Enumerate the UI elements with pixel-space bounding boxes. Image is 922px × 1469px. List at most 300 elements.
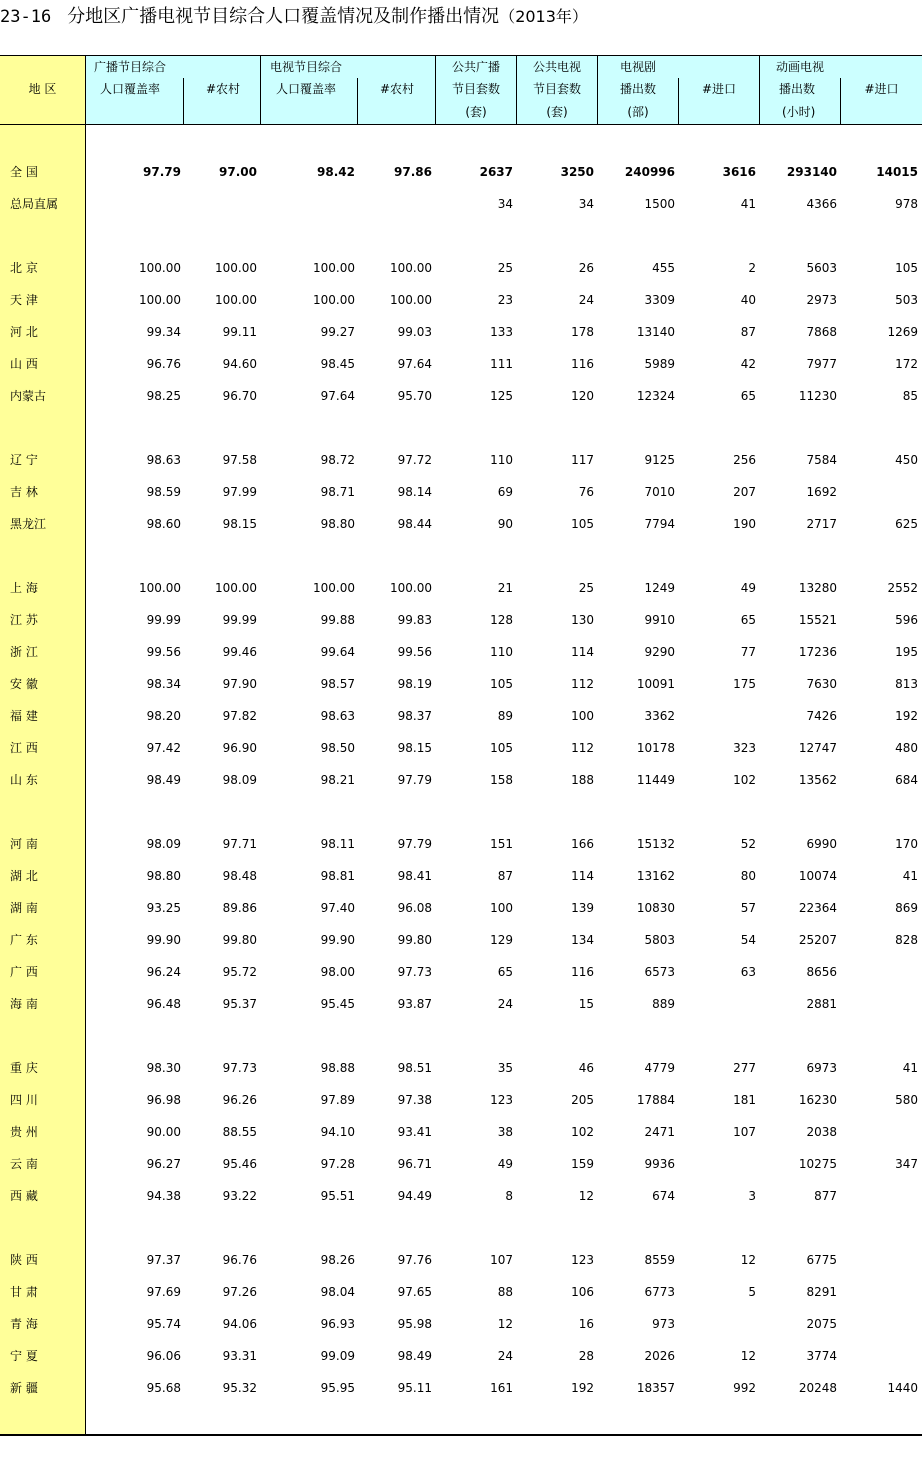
region-name: 天 津: [10, 293, 38, 307]
table-bottom-border: [0, 1434, 922, 1436]
table-row: [0, 1123, 922, 1141]
header-animation-2: 播出数: [779, 82, 816, 96]
cell-drama-import: 49: [740, 581, 756, 595]
cell-radio-coverage: 98.20: [146, 709, 181, 723]
cell-drama-count: 17884: [636, 1093, 675, 1107]
cell-public-tv-sets: 24: [578, 293, 594, 307]
cell-animation-hours: 8291: [806, 1285, 837, 1299]
cell-public-radio-sets: 90: [497, 517, 513, 531]
cell-public-tv-sets: 3250: [560, 165, 594, 179]
cell-animation-hours: 2717: [806, 517, 837, 531]
table-row: [0, 1251, 922, 1269]
cell-radio-coverage: 98.80: [146, 869, 181, 883]
cell-tv-coverage: 99.90: [320, 933, 355, 947]
cell-drama-import: 65: [740, 613, 756, 627]
cell-radio-rural: 97.99: [222, 485, 257, 499]
cell-drama-count: 889: [652, 997, 675, 1011]
cell-public-tv-sets: 123: [571, 1253, 594, 1267]
cell-radio-rural: 95.72: [222, 965, 257, 979]
region-name: 青 海: [10, 1317, 38, 1331]
cell-radio-rural: 97.00: [219, 165, 257, 179]
cell-animation-hours: 22364: [798, 901, 837, 915]
cell-drama-count: 4779: [644, 1061, 675, 1075]
cell-public-radio-sets: 161: [490, 1381, 513, 1395]
cell-drama-count: 5989: [644, 357, 675, 371]
cell-drama-import: 175: [733, 677, 756, 691]
cell-radio-rural: 97.90: [222, 677, 257, 691]
cell-animation-hours: 6775: [806, 1253, 837, 1267]
table-row: [0, 291, 922, 309]
cell-tv-rural: 98.37: [397, 709, 432, 723]
cell-public-radio-sets: 24: [497, 997, 513, 1011]
table-row: [0, 483, 922, 501]
region-name: 重 庆: [10, 1061, 38, 1075]
cell-drama-import: 207: [733, 485, 756, 499]
cell-tv-coverage: 96.93: [320, 1317, 355, 1331]
cell-radio-coverage: 96.27: [146, 1157, 181, 1171]
cell-animation-import: 828: [895, 933, 918, 947]
cell-animation-import: 978: [895, 197, 918, 211]
table-row: [0, 163, 922, 181]
cell-animation-hours: 6973: [806, 1061, 837, 1075]
cell-drama-count: 15132: [636, 837, 675, 851]
cell-animation-import: 41: [902, 1061, 918, 1075]
cell-animation-import: 2552: [887, 581, 918, 595]
cell-public-tv-sets: 188: [571, 773, 594, 787]
cell-public-radio-sets: 123: [490, 1093, 513, 1107]
cell-drama-import: 2: [748, 261, 756, 275]
cell-radio-rural: 95.46: [222, 1157, 257, 1171]
cell-radio-coverage: 96.98: [146, 1093, 181, 1107]
cell-animation-hours: 13562: [798, 773, 837, 787]
cell-radio-rural: 97.82: [222, 709, 257, 723]
cell-tv-rural: 97.38: [397, 1093, 432, 1107]
cell-tv-rural: 97.79: [397, 837, 432, 851]
cell-radio-rural: 97.26: [222, 1285, 257, 1299]
header-public-radio-unit: (套): [465, 105, 487, 119]
cell-radio-rural: 97.73: [222, 1061, 257, 1075]
cell-tv-coverage: 97.40: [320, 901, 355, 915]
cell-public-radio-sets: 21: [497, 581, 513, 595]
cell-public-radio-sets: 89: [497, 709, 513, 723]
cell-public-radio-sets: 107: [490, 1253, 513, 1267]
region-name: 湖 南: [10, 901, 38, 915]
cell-public-radio-sets: 2637: [479, 165, 513, 179]
region-name: 广 西: [10, 965, 38, 979]
header-drama-import: #进口: [701, 82, 737, 96]
region-name: 广 东: [10, 933, 38, 947]
cell-animation-import: 450: [895, 453, 918, 467]
table-row: [0, 643, 922, 661]
cell-public-radio-sets: 8: [505, 1189, 513, 1203]
cell-animation-import: 14015: [876, 165, 918, 179]
cell-public-tv-sets: 46: [578, 1061, 594, 1075]
cell-public-radio-sets: 87: [497, 869, 513, 883]
cell-radio-rural: 98.15: [222, 517, 257, 531]
cell-radio-rural: 98.48: [222, 869, 257, 883]
cell-drama-count: 8559: [644, 1253, 675, 1267]
cell-public-radio-sets: 105: [490, 741, 513, 755]
cell-animation-import: 1440: [887, 1381, 918, 1395]
cell-tv-rural: 95.98: [397, 1317, 432, 1331]
region-name: 湖 北: [10, 869, 38, 883]
cell-animation-hours: 10275: [798, 1157, 837, 1171]
cell-drama-import: 256: [733, 453, 756, 467]
cell-radio-rural: 100.00: [215, 293, 257, 307]
cell-radio-coverage: 93.25: [146, 901, 181, 915]
cell-tv-coverage: 100.00: [313, 293, 355, 307]
cell-tv-rural: 99.03: [397, 325, 432, 339]
cell-radio-rural: 99.11: [222, 325, 257, 339]
cell-animation-hours: 2038: [806, 1125, 837, 1139]
region-name: 河 南: [10, 837, 38, 851]
cell-drama-count: 1500: [644, 197, 675, 211]
table-row: [0, 1155, 922, 1173]
cell-tv-rural: 93.41: [397, 1125, 432, 1139]
cell-public-radio-sets: 125: [490, 389, 513, 403]
cell-radio-rural: 94.06: [222, 1317, 257, 1331]
cell-radio-coverage: 96.76: [146, 357, 181, 371]
table-row: [0, 611, 922, 629]
cell-animation-hours: 877: [814, 1189, 837, 1203]
cell-drama-count: 7794: [644, 517, 675, 531]
cell-animation-import: 85: [902, 389, 918, 403]
cell-public-radio-sets: 151: [490, 837, 513, 851]
cell-tv-rural: 99.80: [397, 933, 432, 947]
cell-animation-hours: 3774: [806, 1349, 837, 1363]
cell-public-tv-sets: 130: [571, 613, 594, 627]
cell-public-tv-sets: 116: [571, 357, 594, 371]
cell-tv-rural: 98.41: [397, 869, 432, 883]
cell-radio-coverage: 98.25: [146, 389, 181, 403]
cell-animation-import: 1269: [887, 325, 918, 339]
cell-tv-coverage: 100.00: [313, 261, 355, 275]
cell-public-radio-sets: 65: [497, 965, 513, 979]
cell-radio-coverage: 98.34: [146, 677, 181, 691]
cell-tv-coverage: 98.50: [320, 741, 355, 755]
cell-animation-hours: 20248: [798, 1381, 837, 1395]
header-tv-rural: #农村: [380, 82, 415, 96]
cell-animation-hours: 7426: [806, 709, 837, 723]
cell-tv-coverage: 98.57: [320, 677, 355, 691]
cell-public-tv-sets: 166: [571, 837, 594, 851]
header-divider: [357, 78, 358, 125]
region-name: 新 疆: [10, 1381, 38, 1395]
table-row: [0, 995, 922, 1013]
cell-tv-coverage: 98.04: [320, 1285, 355, 1299]
table-row: [0, 515, 922, 533]
table-year: （2013年）: [499, 7, 588, 26]
cell-public-radio-sets: 38: [497, 1125, 513, 1139]
cell-drama-count: 5803: [644, 933, 675, 947]
cell-drama-count: 13162: [636, 869, 675, 883]
region-name: 甘 肃: [10, 1285, 38, 1299]
table-row: [0, 1091, 922, 1109]
cell-animation-hours: 7868: [806, 325, 837, 339]
cell-animation-hours: 7977: [806, 357, 837, 371]
cell-animation-import: 195: [895, 645, 918, 659]
cell-radio-rural: 89.86: [222, 901, 257, 915]
cell-drama-import: 181: [733, 1093, 756, 1107]
region-name: 四 川: [10, 1093, 38, 1107]
header-drama-2: 播出数: [619, 82, 656, 96]
region-name: 陕 西: [10, 1253, 38, 1267]
cell-radio-coverage: 97.69: [146, 1285, 181, 1299]
table-row: [0, 899, 922, 917]
cell-radio-rural: 99.99: [222, 613, 257, 627]
cell-public-tv-sets: 117: [571, 453, 594, 467]
table-row: [0, 387, 922, 405]
cell-animation-hours: 11230: [798, 389, 837, 403]
table-row: [0, 835, 922, 853]
cell-animation-hours: 4366: [806, 197, 837, 211]
region-name: 福 建: [10, 709, 38, 723]
header-public-tv-2: 节目套数: [532, 82, 581, 96]
cell-drama-count: 6573: [644, 965, 675, 979]
region-name: 辽 宁: [10, 453, 38, 467]
cell-animation-hours: 2881: [806, 997, 837, 1011]
cell-radio-rural: 95.32: [222, 1381, 257, 1395]
cell-public-tv-sets: 205: [571, 1093, 594, 1107]
cell-radio-coverage: 98.63: [146, 453, 181, 467]
cell-drama-import: 63: [740, 965, 756, 979]
cell-drama-count: 7010: [644, 485, 675, 499]
cell-drama-count: 3309: [644, 293, 675, 307]
cell-public-radio-sets: 158: [490, 773, 513, 787]
header-tv-group: 电视节目综合: [270, 60, 343, 74]
cell-public-radio-sets: 49: [497, 1157, 513, 1171]
cell-radio-coverage: 97.79: [143, 165, 181, 179]
cell-tv-rural: 99.56: [397, 645, 432, 659]
cell-drama-import: 57: [740, 901, 756, 915]
region-name: 吉 林: [10, 485, 38, 499]
cell-drama-count: 240996: [624, 165, 675, 179]
header-public-radio-2: 节目套数: [451, 82, 500, 96]
cell-animation-hours: 10074: [798, 869, 837, 883]
cell-drama-import: 65: [740, 389, 756, 403]
cell-public-radio-sets: 69: [497, 485, 513, 499]
cell-public-tv-sets: 116: [571, 965, 594, 979]
cell-drama-import: 40: [740, 293, 756, 307]
cell-drama-import: 41: [740, 197, 756, 211]
region-name: 北 京: [10, 261, 38, 275]
cell-animation-import: 192: [895, 709, 918, 723]
table-row: [0, 707, 922, 725]
header-tv-rate: 人口覆盖率: [276, 82, 337, 96]
cell-animation-hours: 12747: [798, 741, 837, 755]
header-bottom-border: [0, 124, 922, 125]
cell-public-radio-sets: 133: [490, 325, 513, 339]
cell-drama-count: 9290: [644, 645, 675, 659]
cell-drama-import: 992: [733, 1381, 756, 1395]
cell-tv-rural: 97.76: [397, 1253, 432, 1267]
cell-drama-count: 674: [652, 1189, 675, 1203]
cell-animation-hours: 7584: [806, 453, 837, 467]
cell-drama-count: 13140: [636, 325, 675, 339]
cell-tv-rural: 98.19: [397, 677, 432, 691]
cell-drama-count: 18357: [636, 1381, 675, 1395]
cell-public-tv-sets: 112: [571, 677, 594, 691]
cell-radio-coverage: 100.00: [139, 261, 181, 275]
region-name: 江 西: [10, 741, 38, 755]
cell-radio-coverage: 94.38: [146, 1189, 181, 1203]
table-number: 23-16: [0, 7, 52, 27]
cell-public-radio-sets: 23: [497, 293, 513, 307]
cell-radio-coverage: 98.09: [146, 837, 181, 851]
table-row: [0, 1059, 922, 1077]
cell-radio-rural: 95.37: [222, 997, 257, 1011]
cell-drama-import: 54: [740, 933, 756, 947]
cell-animation-hours: 15521: [798, 613, 837, 627]
table-row: [0, 1283, 922, 1301]
cell-tv-rural: 99.83: [397, 613, 432, 627]
cell-radio-coverage: 95.68: [146, 1381, 181, 1395]
region-name: 云 南: [10, 1157, 38, 1171]
cell-tv-coverage: 98.11: [320, 837, 355, 851]
table-row: [0, 451, 922, 469]
cell-tv-coverage: 98.88: [320, 1061, 355, 1075]
cell-public-tv-sets: 139: [571, 901, 594, 915]
cell-animation-import: 503: [895, 293, 918, 307]
cell-public-tv-sets: 100: [571, 709, 594, 723]
cell-drama-count: 2471: [644, 1125, 675, 1139]
cell-tv-rural: 97.72: [397, 453, 432, 467]
table-row: [0, 771, 922, 789]
cell-tv-coverage: 99.88: [320, 613, 355, 627]
cell-tv-rural: 96.08: [397, 901, 432, 915]
cell-tv-coverage: 97.64: [320, 389, 355, 403]
cell-public-tv-sets: 25: [578, 581, 594, 595]
cell-public-tv-sets: 102: [571, 1125, 594, 1139]
cell-public-radio-sets: 110: [490, 453, 513, 467]
cell-animation-hours: 6990: [806, 837, 837, 851]
region-name: 贵 州: [10, 1125, 38, 1139]
cell-public-tv-sets: 26: [578, 261, 594, 275]
cell-tv-coverage: 98.63: [320, 709, 355, 723]
cell-radio-coverage: 96.06: [146, 1349, 181, 1363]
header-animation-unit: (小时): [782, 105, 816, 119]
cell-drama-import: 102: [733, 773, 756, 787]
cell-tv-rural: 97.86: [394, 165, 432, 179]
cell-animation-import: 347: [895, 1157, 918, 1171]
cell-animation-hours: 16230: [798, 1093, 837, 1107]
table-row: [0, 355, 922, 373]
cell-public-tv-sets: 159: [571, 1157, 594, 1171]
header-public-tv-unit: (套): [546, 105, 568, 119]
cell-animation-hours: 5603: [806, 261, 837, 275]
cell-drama-count: 2026: [644, 1349, 675, 1363]
region-name: 内蒙古: [10, 389, 47, 403]
cell-tv-coverage: 98.80: [320, 517, 355, 531]
table-row: [0, 1315, 922, 1333]
region-name: 宁 夏: [10, 1349, 38, 1363]
cell-public-tv-sets: 28: [578, 1349, 594, 1363]
cell-animation-hours: 293140: [786, 165, 837, 179]
table-row: [0, 579, 922, 597]
cell-radio-rural: 100.00: [215, 261, 257, 275]
cell-animation-import: 41: [902, 869, 918, 883]
cell-drama-import: 277: [733, 1061, 756, 1075]
cell-public-radio-sets: 105: [490, 677, 513, 691]
cell-animation-import: 813: [895, 677, 918, 691]
table-title-text: 分地区广播电视节目综合人口覆盖情况及制作播出情况: [67, 6, 500, 27]
cell-animation-hours: 13280: [798, 581, 837, 595]
cell-public-tv-sets: 178: [571, 325, 594, 339]
cell-tv-coverage: 97.89: [320, 1093, 355, 1107]
cell-radio-coverage: 97.37: [146, 1253, 181, 1267]
cell-radio-coverage: 90.00: [146, 1125, 181, 1139]
cell-radio-coverage: 98.59: [146, 485, 181, 499]
cell-tv-rural: 93.87: [397, 997, 432, 1011]
cell-animation-hours: 25207: [798, 933, 837, 947]
cell-radio-rural: 99.80: [222, 933, 257, 947]
cell-animation-hours: 2075: [806, 1317, 837, 1331]
cell-drama-count: 9910: [644, 613, 675, 627]
cell-tv-rural: 98.15: [397, 741, 432, 755]
cell-radio-coverage: 95.74: [146, 1317, 181, 1331]
cell-radio-rural: 96.70: [222, 389, 257, 403]
cell-radio-rural: 98.09: [222, 773, 257, 787]
cell-public-tv-sets: 15: [578, 997, 594, 1011]
cell-radio-coverage: 99.99: [146, 613, 181, 627]
cell-public-radio-sets: 129: [490, 933, 513, 947]
cell-public-radio-sets: 24: [497, 1349, 513, 1363]
header-radio-rate: 人口覆盖率: [100, 82, 161, 96]
table-title: [0, 5, 588, 29]
cell-animation-import: 869: [895, 901, 918, 915]
cell-radio-rural: 94.60: [222, 357, 257, 371]
cell-drama-import: 190: [733, 517, 756, 531]
cell-public-radio-sets: 110: [490, 645, 513, 659]
cell-radio-coverage: 98.30: [146, 1061, 181, 1075]
cell-animation-import: 172: [895, 357, 918, 371]
cell-tv-rural: 97.65: [397, 1285, 432, 1299]
cell-radio-rural: 99.46: [222, 645, 257, 659]
header-public-radio: 公共广播: [451, 60, 500, 74]
cell-tv-rural: 100.00: [390, 581, 432, 595]
cell-public-tv-sets: 192: [571, 1381, 594, 1395]
cell-animation-import: 596: [895, 613, 918, 627]
cell-radio-coverage: 99.56: [146, 645, 181, 659]
region-name: 全 国: [10, 165, 38, 179]
cell-tv-coverage: 95.51: [320, 1189, 355, 1203]
cell-animation-import: 684: [895, 773, 918, 787]
cell-tv-coverage: 95.95: [320, 1381, 355, 1395]
cell-radio-coverage: 99.34: [146, 325, 181, 339]
cell-public-tv-sets: 16: [578, 1317, 594, 1331]
cell-drama-import: 3: [748, 1189, 756, 1203]
cell-public-tv-sets: 112: [571, 741, 594, 755]
cell-tv-coverage: 99.64: [320, 645, 355, 659]
cell-tv-coverage: 98.81: [320, 869, 355, 883]
cell-public-tv-sets: 12: [578, 1189, 594, 1203]
cell-drama-import: 80: [740, 869, 756, 883]
region-name: 山 西: [10, 357, 38, 371]
header-animation-import: #进口: [864, 82, 899, 96]
cell-radio-coverage: 98.49: [146, 773, 181, 787]
cell-animation-import: 480: [895, 741, 918, 755]
header-radio-group: 广播节目综合: [94, 60, 167, 74]
cell-drama-import: 12: [740, 1253, 756, 1267]
table-row: [0, 867, 922, 885]
cell-radio-coverage: 96.48: [146, 997, 181, 1011]
cell-tv-coverage: 98.21: [320, 773, 355, 787]
cell-drama-count: 10091: [636, 677, 675, 691]
cell-radio-rural: 93.31: [222, 1349, 257, 1363]
cell-animation-hours: 7630: [806, 677, 837, 691]
cell-animation-hours: 1692: [806, 485, 837, 499]
header-divider: [183, 78, 184, 125]
